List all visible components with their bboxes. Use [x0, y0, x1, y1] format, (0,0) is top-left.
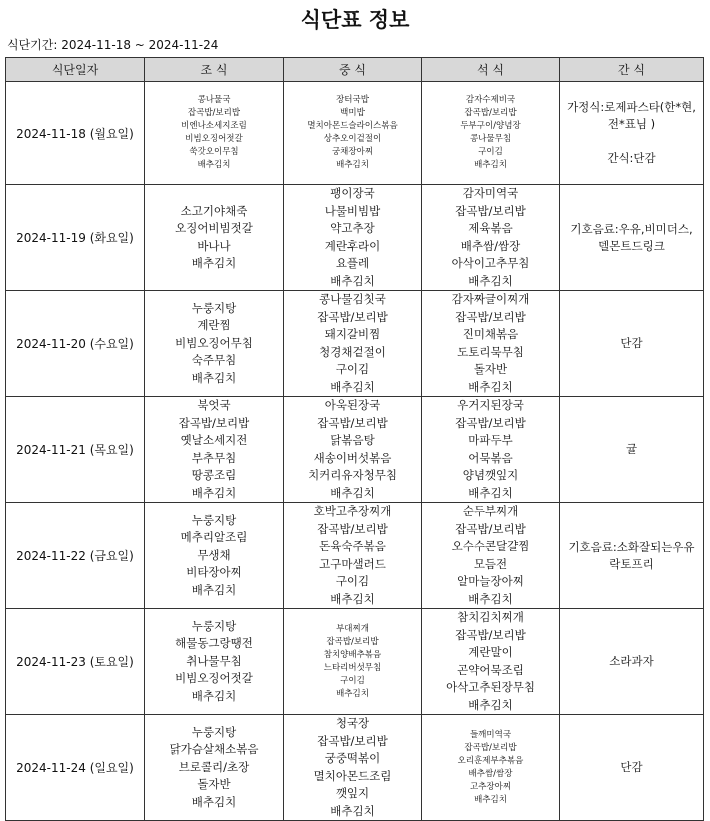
header-breakfast: 조 식	[145, 58, 284, 82]
breakfast-cell	[145, 503, 284, 609]
lunch-cell	[284, 185, 422, 291]
lunch-item: 청경채겉절이	[319, 344, 386, 359]
date-cell: 2024-11-22 (금요일)	[6, 503, 145, 609]
dinner-item: 고추장아찌	[469, 781, 512, 792]
dinner-item: 양념깻잎지	[462, 468, 519, 482]
date-cell: 2024-11-23 (토요일)	[6, 609, 145, 715]
breakfast-item: 누룽지탕	[191, 724, 237, 739]
lunch-item: 닭볶음탕	[330, 433, 375, 447]
lunch-item: 멸치아몬드슬라이스볶음	[307, 121, 398, 131]
lunch-item: 구이김	[340, 675, 365, 686]
breakfast-item: 배추김치	[197, 160, 231, 170]
lunch-item: 새송이버섯볶음	[313, 450, 392, 465]
lunch-item: 백미밥	[340, 108, 365, 118]
lunch-item: 잡곡밥/보리밥	[317, 733, 388, 748]
header-dinner: 석 식	[422, 58, 560, 82]
dinner-item: 콩나물무침	[469, 134, 512, 144]
breakfast-item: 오징어비빔젓갈	[175, 221, 253, 235]
breakfast-item: 땅콩조림	[191, 468, 237, 482]
lunch-item: 청국장	[335, 716, 370, 730]
breakfast-item: 배추김치	[191, 256, 237, 270]
snack-cell	[560, 82, 704, 185]
dinner-item: 감자수제비국	[465, 95, 516, 105]
table-row	[6, 82, 704, 185]
header-row	[6, 58, 704, 82]
lunch-cell	[284, 397, 422, 503]
snack-item: 락토프리	[609, 556, 654, 571]
lunch-item: 호박고추장찌개	[313, 504, 392, 518]
dinner-item: 아삭고추된장무침	[446, 680, 535, 694]
breakfast-item: 누룽지탕	[191, 300, 237, 315]
breakfast-item: 무생채	[197, 547, 231, 562]
breakfast-cell	[145, 715, 284, 821]
dinner-item: 배추김치	[468, 697, 513, 712]
dinner-item: 곤약어묵조림	[457, 662, 524, 677]
lunch-item: 나물비빔밥	[324, 203, 381, 218]
snack-item: 기호음료:소화잘되는우유	[568, 539, 695, 554]
dinner-item: 배추김치	[474, 160, 507, 170]
lunch-item: 돼지갈비찜	[324, 327, 381, 341]
header-snack: 간 식	[560, 58, 704, 82]
breakfast-item: 소고기야채죽	[180, 203, 248, 218]
lunch-item: 치커리유자청무침	[308, 468, 397, 482]
date-cell: 2024-11-18 (월요일)	[6, 82, 145, 185]
dinner-item: 들깨미역국	[469, 729, 512, 740]
snack-item: 가정식:로제파스타(한*현,	[567, 100, 696, 114]
dinner-item: 배추김치	[468, 273, 513, 288]
lunch-item: 배추김치	[330, 485, 375, 500]
dinner-item: 모듬전	[473, 556, 508, 571]
breakfast-item: 배추김치	[191, 370, 237, 385]
lunch-item: 팽이장국	[330, 186, 375, 200]
dinner-item: 두부구이/양념장	[460, 121, 521, 131]
breakfast-item: 잡곡밥/보리밥	[187, 108, 241, 118]
dinner-cell	[422, 397, 560, 503]
dinner-item: 배추쌈/쌈장	[460, 238, 521, 253]
date-cell: 2024-11-19 (화요일)	[6, 185, 145, 291]
breakfast-item: 배추김치	[191, 688, 237, 703]
snack-item: 기호음료:우유,비미더스,	[570, 221, 693, 236]
lunch-item: 장터국밥	[336, 95, 369, 105]
dinner-item: 구이김	[478, 147, 503, 157]
dinner-item: 제육볶음	[468, 221, 513, 235]
lunch-item: 잡곡밥/보리밥	[326, 636, 379, 647]
lunch-cell	[284, 503, 422, 609]
dinner-cell	[422, 503, 560, 609]
dinner-item: 배추김치	[474, 794, 507, 805]
menu-period: 식단기간: 2024-11-18 ~ 2024-11-24	[7, 38, 219, 52]
dinner-item: 배추김치	[468, 591, 513, 606]
dinner-item: 오리훈제부추볶음	[457, 755, 524, 766]
snack-cell	[560, 609, 704, 715]
lunch-item: 돈육숙주볶음	[319, 539, 386, 553]
dinner-item: 아삭이고추무침	[451, 256, 530, 270]
snack-item: 단감	[620, 760, 643, 774]
dinner-item: 도토리묵무침	[457, 344, 524, 359]
dinner-item: 잡곡밥/보리밥	[455, 203, 526, 218]
menu-body	[6, 82, 704, 821]
snack-item: 단감	[620, 336, 643, 350]
breakfast-item: 옛날소세지전	[180, 433, 248, 447]
breakfast-cell	[145, 185, 284, 291]
breakfast-cell	[145, 609, 284, 715]
breakfast-item: 배추김치	[191, 582, 237, 597]
dinner-item: 참치김치찌개	[457, 610, 524, 624]
dinner-item: 잡곡밥/보리밥	[455, 415, 526, 430]
lunch-cell	[284, 609, 422, 715]
breakfast-item: 비빔오징어젓갈	[185, 134, 243, 144]
dinner-item: 어묵볶음	[468, 450, 513, 465]
breakfast-item: 쑥갓오이무침	[189, 147, 239, 157]
breakfast-item: 브로콜리/초장	[178, 759, 250, 774]
dinner-item: 잡곡밥/보리밥	[464, 742, 517, 753]
lunch-item: 배추김치	[330, 591, 375, 606]
dinner-item: 마파두부	[468, 433, 513, 447]
dinner-item: 잡곡밥/보리밥	[464, 108, 517, 118]
breakfast-cell	[145, 397, 284, 503]
dinner-item: 우거지된장국	[457, 398, 524, 412]
lunch-item: 구이김	[335, 362, 370, 376]
snack-cell	[560, 503, 704, 609]
breakfast-item: 누룽지탕	[191, 618, 237, 633]
dinner-item: 감자짜글이찌개	[451, 292, 530, 306]
date-cell: 2024-11-24 (일요일)	[6, 715, 145, 821]
lunch-item: 계란후라이	[324, 238, 381, 253]
menu-table	[5, 57, 704, 821]
dinner-item: 잡곡밥/보리밥	[455, 627, 526, 642]
dinner-item: 돌자반	[473, 362, 508, 376]
dinner-item: 알마늘장아찌	[457, 574, 524, 588]
dinner-item: 배추쌈/쌈장	[468, 768, 513, 779]
breakfast-item: 숙주무침	[191, 353, 237, 368]
lunch-item: 멸치아몬드조림	[313, 768, 392, 783]
lunch-item: 궁채장아찌	[331, 147, 374, 157]
lunch-item: 부대찌개	[336, 623, 369, 634]
breakfast-cell	[145, 291, 284, 397]
dinner-cell	[422, 291, 560, 397]
lunch-item: 약고추장	[330, 221, 375, 235]
date-cell: 2024-11-21 (목요일)	[6, 397, 145, 503]
lunch-item: 배추김치	[330, 803, 375, 818]
lunch-item: 구이김	[335, 574, 370, 588]
table-row	[6, 291, 704, 397]
snack-item: 소라과자	[609, 654, 654, 668]
dinner-item: 배추김치	[468, 379, 513, 394]
snack-item: 귤	[625, 442, 638, 456]
breakfast-item: 닭가슴살채소볶음	[169, 742, 259, 757]
dinner-item: 배추김치	[468, 485, 513, 500]
lunch-item: 잡곡밥/보리밥	[317, 309, 388, 324]
breakfast-item: 계란찜	[197, 318, 231, 333]
lunch-item: 잡곡밥/보리밥	[317, 415, 388, 430]
snack-cell	[560, 291, 704, 397]
lunch-cell	[284, 291, 422, 397]
breakfast-item: 비빔오징어무침	[175, 335, 253, 350]
snack-item: 전*표님 )	[607, 117, 656, 131]
dinner-item: 잡곡밥/보리밥	[455, 309, 526, 324]
table-row	[6, 715, 704, 821]
breakfast-item: 누룽지탕	[191, 512, 237, 527]
lunch-item: 고구마샐러드	[319, 556, 386, 571]
breakfast-item: 비엔나소세지조림	[181, 121, 247, 131]
lunch-item: 아욱된장국	[324, 398, 381, 412]
breakfast-item: 비빔오징어젓갈	[175, 671, 253, 686]
dinner-cell	[422, 185, 560, 291]
header-date: 식단일자	[6, 58, 145, 82]
header-lunch: 중 식	[284, 58, 422, 82]
lunch-cell	[284, 82, 422, 185]
lunch-item: 참치양배추볶음	[323, 649, 382, 660]
dinner-cell	[422, 715, 560, 821]
page-title: 식단표 정보	[300, 8, 410, 32]
lunch-item: 요플레	[335, 256, 370, 270]
breakfast-item: 배추김치	[191, 794, 237, 809]
breakfast-item: 배추김치	[191, 485, 237, 500]
table-row	[6, 503, 704, 609]
lunch-item: 콩나물김칫국	[319, 292, 386, 306]
dinner-item: 진미채볶음	[462, 327, 519, 341]
dinner-item: 계란말이	[468, 645, 513, 659]
lunch-item: 상추오이겉절이	[323, 134, 382, 144]
lunch-item: 배추김치	[330, 273, 375, 288]
date-cell: 2024-11-20 (수요일)	[6, 291, 145, 397]
snack-cell	[560, 397, 704, 503]
breakfast-item: 해물동그랑땡전	[175, 636, 253, 651]
breakfast-item: 메추리알조림	[180, 530, 248, 545]
snack-cell	[560, 715, 704, 821]
dinner-cell	[422, 82, 560, 185]
breakfast-item: 콩나물국	[197, 95, 231, 105]
breakfast-item: 취나물무침	[186, 653, 242, 668]
breakfast-item: 부추무침	[191, 450, 237, 465]
table-row	[6, 185, 704, 291]
lunch-item: 궁중떡볶이	[324, 751, 381, 765]
lunch-item: 배추김치	[336, 688, 369, 699]
breakfast-item: 잡곡밥/보리밥	[178, 415, 250, 430]
lunch-item: 잡곡밥/보리밥	[317, 521, 388, 536]
snack-cell	[560, 185, 704, 291]
snack-item: 델몬트드링크	[598, 238, 665, 253]
snack-item: 간식:단감	[607, 151, 656, 165]
lunch-item: 깻잎지	[335, 786, 370, 800]
dinner-item: 잡곡밥/보리밥	[455, 521, 526, 536]
breakfast-item: 바나나	[197, 238, 231, 253]
breakfast-item: 돌자반	[197, 777, 231, 792]
breakfast-cell	[145, 82, 284, 185]
dinner-item: 순두부찌개	[462, 504, 519, 518]
lunch-cell	[284, 715, 422, 821]
breakfast-item: 비타장아찌	[186, 565, 242, 580]
lunch-item: 배추김치	[336, 160, 369, 170]
table-row	[6, 397, 704, 503]
snack-item	[562, 133, 701, 150]
dinner-item: 오수수콘달걀찜	[451, 539, 530, 553]
dinner-cell	[422, 609, 560, 715]
table-row	[6, 609, 704, 715]
lunch-item: 느타리버섯무침	[323, 662, 382, 673]
lunch-item: 배추김치	[330, 379, 375, 394]
breakfast-item: 북엇국	[197, 398, 231, 412]
dinner-item: 감자미역국	[462, 186, 519, 200]
